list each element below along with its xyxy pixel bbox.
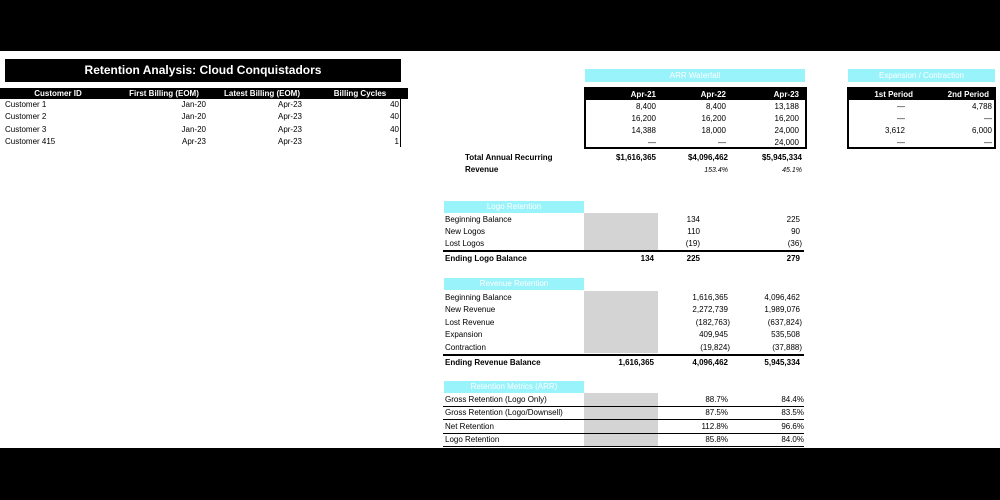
row-label[interactable]: Contraction xyxy=(445,343,486,352)
growth-apr-23[interactable]: 45.1% xyxy=(782,167,802,174)
logo-cell[interactable]: 225 xyxy=(786,215,800,224)
cell-first-billing[interactable]: Apr-23 xyxy=(181,137,206,146)
metric-cell[interactable]: 112.8% xyxy=(701,422,728,431)
logo-retention-label[interactable]: Logo Retention xyxy=(444,201,584,213)
arr-cell[interactable]: 16,200 xyxy=(631,114,656,123)
metric-cell[interactable]: 87.5% xyxy=(705,408,728,417)
revenue-cell[interactable]: (19,824) xyxy=(700,343,730,352)
table-row xyxy=(586,113,805,125)
arr-waterfall-header xyxy=(586,89,805,100)
customer-table-header xyxy=(0,88,408,99)
table-row xyxy=(0,124,408,136)
cell-latest-billing[interactable]: Apr-23 xyxy=(277,100,302,109)
arr-cell[interactable]: 24,000 xyxy=(774,138,799,147)
arr-cell[interactable]: 8,400 xyxy=(635,102,656,111)
expansion-cell[interactable]: — xyxy=(897,114,905,123)
expansion-contraction-label[interactable]: Expansion / Contraction xyxy=(848,69,995,82)
table-row xyxy=(849,125,994,137)
row-label[interactable]: Expansion xyxy=(445,330,483,339)
arr-cell[interactable]: 24,000 xyxy=(774,126,799,135)
expansion-cell[interactable]: — xyxy=(984,138,992,147)
logo-cell[interactable]: (36) xyxy=(787,239,802,248)
header-apr-21[interactable]: Apr-21 xyxy=(630,90,656,99)
row-border xyxy=(443,419,804,420)
growth-apr-22[interactable]: 153.4% xyxy=(704,167,728,174)
row-label[interactable]: Lost Revenue xyxy=(445,318,495,327)
arr-cell[interactable]: 8,400 xyxy=(705,102,726,111)
arr-waterfall-label[interactable]: ARR Waterfall xyxy=(585,69,805,82)
ending-revenue-cell[interactable]: 4,096,462 xyxy=(692,358,728,367)
ending-revenue-cell[interactable]: 1,616,365 xyxy=(618,358,654,367)
cell-billing-cycles[interactable]: 40 xyxy=(390,125,399,134)
header-apr-23[interactable]: Apr-23 xyxy=(773,90,799,99)
row-label[interactable]: Lost Logos xyxy=(445,239,485,248)
expansion-contraction-box xyxy=(847,87,996,149)
arr-cell[interactable]: 13,188 xyxy=(774,102,799,111)
metric-cell[interactable]: 83.5% xyxy=(781,408,804,417)
row-label[interactable]: Beginning Balance xyxy=(445,293,512,302)
header-latest-billing[interactable]: Latest Billing (EOM) xyxy=(224,89,300,98)
total-arr-apr-22[interactable]: $4,096,462 xyxy=(687,153,728,162)
row-label[interactable]: Beginning Balance xyxy=(445,215,512,224)
retention-metrics-label[interactable]: Retention Metrics (ARR) xyxy=(444,381,584,393)
table-row xyxy=(0,99,408,111)
page-title[interactable]: Retention Analysis: Cloud Conquistadors xyxy=(5,59,401,82)
cell-first-billing[interactable]: Jan-20 xyxy=(181,125,206,134)
ending-logo-cell[interactable]: 225 xyxy=(686,254,700,263)
shaded-cell xyxy=(584,213,658,250)
arr-cell[interactable]: 16,200 xyxy=(774,114,799,123)
cell-latest-billing[interactable]: Apr-23 xyxy=(277,125,302,134)
revenue-cell[interactable]: (182,763) xyxy=(695,318,730,327)
total-arr-label[interactable]: Total Annual Recurring Revenue xyxy=(465,153,553,174)
cell-billing-cycles[interactable]: 1 xyxy=(394,137,399,146)
row-label[interactable]: New Revenue xyxy=(445,305,496,314)
revenue-cell[interactable]: 535,508 xyxy=(771,330,800,339)
row-label[interactable]: Net Retention xyxy=(445,422,494,431)
expansion-cell[interactable]: — xyxy=(897,138,905,147)
arr-cell[interactable]: 16,200 xyxy=(701,114,726,123)
ending-revenue-label[interactable]: Ending Revenue Balance xyxy=(445,358,541,367)
expansion-cell[interactable]: 3,612 xyxy=(884,126,905,135)
total-border xyxy=(443,250,804,252)
ending-logo-cell[interactable]: 279 xyxy=(786,254,800,263)
expansion-cell[interactable]: — xyxy=(984,114,992,123)
table-row xyxy=(586,125,805,137)
cell-billing-cycles[interactable]: 40 xyxy=(390,100,399,109)
ending-revenue-cell[interactable]: 5,945,334 xyxy=(764,358,800,367)
cell-customer-id[interactable]: Customer 3 xyxy=(5,125,47,134)
arr-cell[interactable]: 14,388 xyxy=(631,126,656,135)
metric-cell[interactable]: 88.7% xyxy=(705,395,728,404)
revenue-cell[interactable]: 1,989,076 xyxy=(764,305,800,314)
table-row xyxy=(0,111,408,123)
logo-cell[interactable]: 134 xyxy=(686,215,700,224)
revenue-cell[interactable]: 4,096,462 xyxy=(764,293,800,302)
metric-cell[interactable]: 84.0% xyxy=(781,435,804,444)
revenue-cell[interactable]: (37,888) xyxy=(772,343,802,352)
header-billing-cycles[interactable]: Billing Cycles xyxy=(333,89,387,98)
ending-logo-label[interactable]: Ending Logo Balance xyxy=(445,254,527,263)
arr-cell[interactable]: 18,000 xyxy=(701,126,726,135)
header-2nd-period[interactable]: 2nd Period xyxy=(947,90,989,99)
column-border xyxy=(400,99,401,147)
cell-billing-cycles[interactable]: 40 xyxy=(390,112,399,121)
header-apr-22[interactable]: Apr-22 xyxy=(700,90,726,99)
cell-customer-id[interactable]: Customer 415 xyxy=(5,137,56,146)
arr-cell[interactable]: — xyxy=(718,138,726,147)
revenue-retention-label[interactable]: Revenue Retention xyxy=(444,278,584,290)
table-row xyxy=(849,113,994,125)
row-border xyxy=(443,446,804,447)
header-customer-id[interactable]: Customer ID xyxy=(34,89,82,98)
metric-cell[interactable]: 85.8% xyxy=(705,435,728,444)
header-1st-period[interactable]: 1st Period xyxy=(874,90,913,99)
revenue-cell[interactable]: 409,945 xyxy=(699,330,728,339)
header-first-billing[interactable]: First Billing (EOM) xyxy=(129,89,199,98)
revenue-cell[interactable]: (637,824) xyxy=(767,318,802,327)
metric-cell[interactable]: 84.4% xyxy=(781,395,804,404)
arr-cell[interactable]: — xyxy=(648,138,656,147)
shaded-cell xyxy=(584,291,658,353)
ending-logo-cell[interactable]: 134 xyxy=(640,254,654,263)
expansion-header xyxy=(849,89,994,100)
row-label[interactable]: Logo Retention xyxy=(445,435,500,444)
row-label[interactable]: New Logos xyxy=(445,227,486,236)
total-border xyxy=(443,354,804,356)
total-arr-apr-21[interactable]: $1,616,365 xyxy=(615,153,656,162)
row-label[interactable]: Gross Retention (Logo/Downsell) xyxy=(445,408,563,417)
table-row xyxy=(849,137,994,149)
logo-cell[interactable]: 90 xyxy=(791,227,800,236)
logo-cell[interactable]: 110 xyxy=(687,227,700,236)
table-row xyxy=(849,101,994,113)
cell-customer-id[interactable]: Customer 1 xyxy=(5,100,47,109)
cell-first-billing[interactable]: Jan-20 xyxy=(181,100,206,109)
table-row xyxy=(0,136,408,148)
cell-latest-billing[interactable]: Apr-23 xyxy=(277,137,302,146)
arr-waterfall-box xyxy=(584,87,807,149)
revenue-cell[interactable]: 1,616,365 xyxy=(692,293,728,302)
total-arr-apr-23[interactable]: $5,945,334 xyxy=(761,153,802,162)
row-label[interactable]: Gross Retention (Logo Only) xyxy=(445,395,547,404)
expansion-cell[interactable]: 6,000 xyxy=(971,126,992,135)
table-row xyxy=(586,101,805,113)
cell-first-billing[interactable]: Jan-20 xyxy=(181,112,206,121)
cell-customer-id[interactable]: Customer 2 xyxy=(5,112,47,121)
table-row xyxy=(586,137,805,149)
metric-cell[interactable]: 96.6% xyxy=(781,422,804,431)
logo-cell[interactable]: (19) xyxy=(685,239,700,248)
revenue-cell[interactable]: 2,272,739 xyxy=(692,305,728,314)
expansion-cell[interactable]: 4,788 xyxy=(971,102,992,111)
cell-latest-billing[interactable]: Apr-23 xyxy=(277,112,302,121)
spreadsheet-area xyxy=(0,51,1000,448)
expansion-cell[interactable]: — xyxy=(897,102,905,111)
